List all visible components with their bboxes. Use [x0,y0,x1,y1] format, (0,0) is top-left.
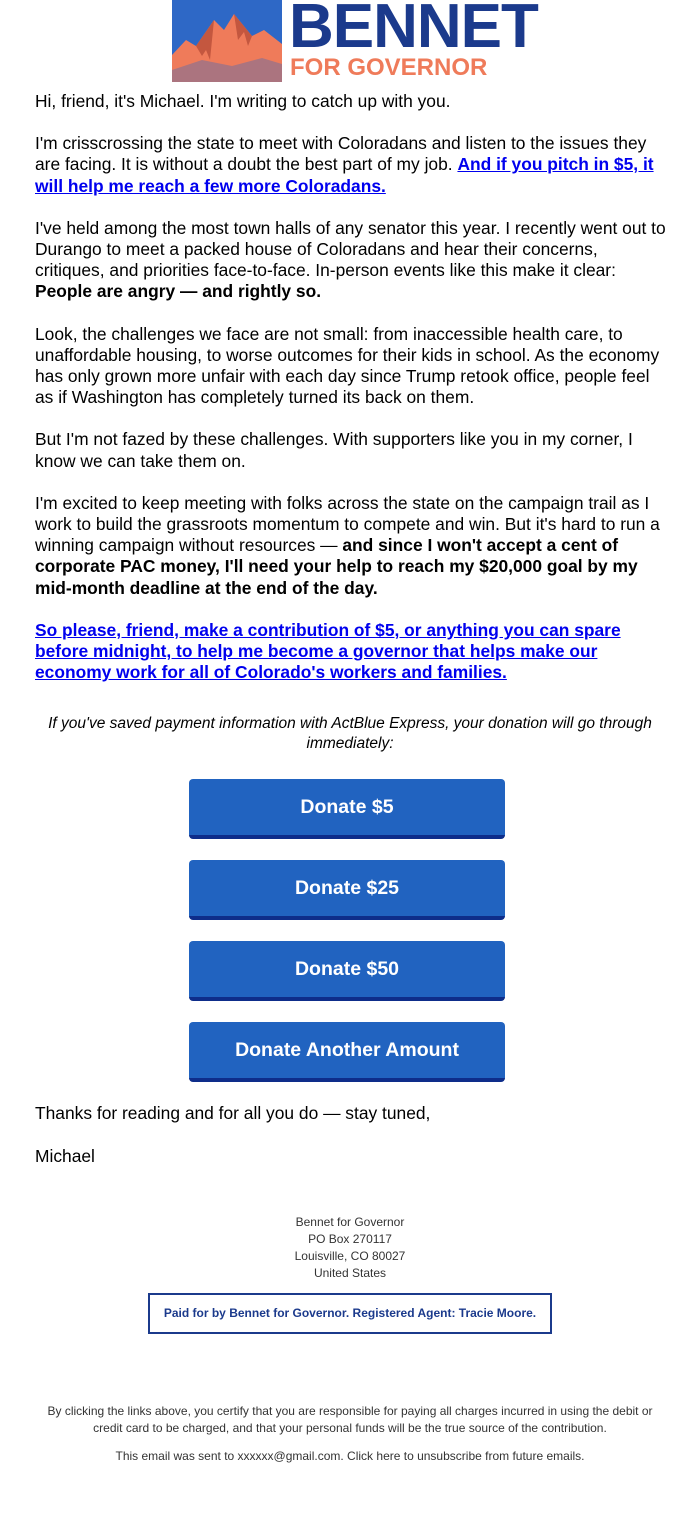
email-header [0,0,700,84]
colorado-mountain-logo-icon [172,0,282,82]
address-city: Louisville, CO 80027 [294,1249,406,1263]
unsubscribe-notice[interactable]: This email was sent to xxxxxx@gmail.com. Click here to unsubscribe from future emails. [115,1449,585,1463]
mailing-address [0,1214,700,1282]
paragraph-crisscrossing [35,133,667,197]
logo-subtitle: FOR GOVERNOR [290,54,488,81]
paragraph-text: I'm excited to keep meeting with folks across the state on the campaign trail as I work to build the grassroots momentum to compete and win. But it's hard to run a winning campaign without resources — [35,492,660,556]
closing-thanks: Thanks for reading and for all you do — stay tuned, [35,1103,431,1123]
donate-50-button[interactable]: Donate $50 [189,941,505,1001]
logo-wordmark: BENNET [289,0,538,61]
donate-25-button[interactable]: Donate $25 [189,860,505,920]
paragraph-greeting: Hi, friend, it's Michael. I'm writing to catch up with you. [35,91,451,111]
donate-other-amount-button[interactable]: Donate Another Amount [189,1022,505,1082]
paragraph-challenges: Look, the challenges we face are not small: from inaccessible health care, to unaffordable housing, to worse outcomes for their kids in school. As the economy has only grown more unfair with each day since Trump retook office, people feel as if Washington has completely turned its back on them. [35,323,660,408]
paragraph-not-fazed: But I'm not fazed by these challenges. With supporters like you in my corner, I know we can take them on. [35,429,633,471]
donate-5-button[interactable]: Donate $5 [189,779,505,839]
email-body [35,91,667,683]
paragraph-text: I'm crisscrossing the state to meet with Coloradans and listen to the issues they are facing. It is without a doubt the best part of my job. [35,133,647,175]
paragraph-campaign-trail [35,493,667,599]
address-org: Bennet for Governor [295,1215,405,1229]
address-pobox: PO Box 270117 [308,1232,392,1246]
signature: Michael [35,1146,95,1166]
paid-for-disclaimer: Paid for by Bennet for Governor. Registered Agent: Tracie Moore. [148,1293,552,1334]
contribute-link[interactable]: So please, friend, make a contribution of $5, or anything you can spare before midnight, to help me become a governor that helps make our economy work for all of Colorado's workers and families. [35,619,621,683]
actblue-express-note: If you've saved payment information with ActBlue Express, your donation will go through immediately: [48,715,652,752]
emphasis-text: People are angry — and rightly so. [35,281,322,302]
paragraph-contribute [35,620,667,684]
paragraph-town-halls [35,218,667,303]
legal-certification: By clicking the links above, you certify that you are responsible for paying all charges incurred in using the debit or credit card to be charged, and that your personal funds will be the true source of the contribution. [47,1404,653,1435]
address-country: United States [313,1266,387,1280]
emphasis-text: and since I won't accept a cent of corporate PAC money, I'll need your help to reach my $20,000 goal by my mid-month deadline at the end of the day. [35,535,638,598]
paragraph-text: I've held among the most town halls of any senator this year. I recently went out to Durango to meet a packed house of Coloradans and hear their concerns, critiques, and priorities face-to-face. In-person events like this make it clear: [35,217,666,281]
pitch-in-link[interactable]: And if you pitch in $5, it will help me reach a few more Coloradans. [35,154,654,196]
